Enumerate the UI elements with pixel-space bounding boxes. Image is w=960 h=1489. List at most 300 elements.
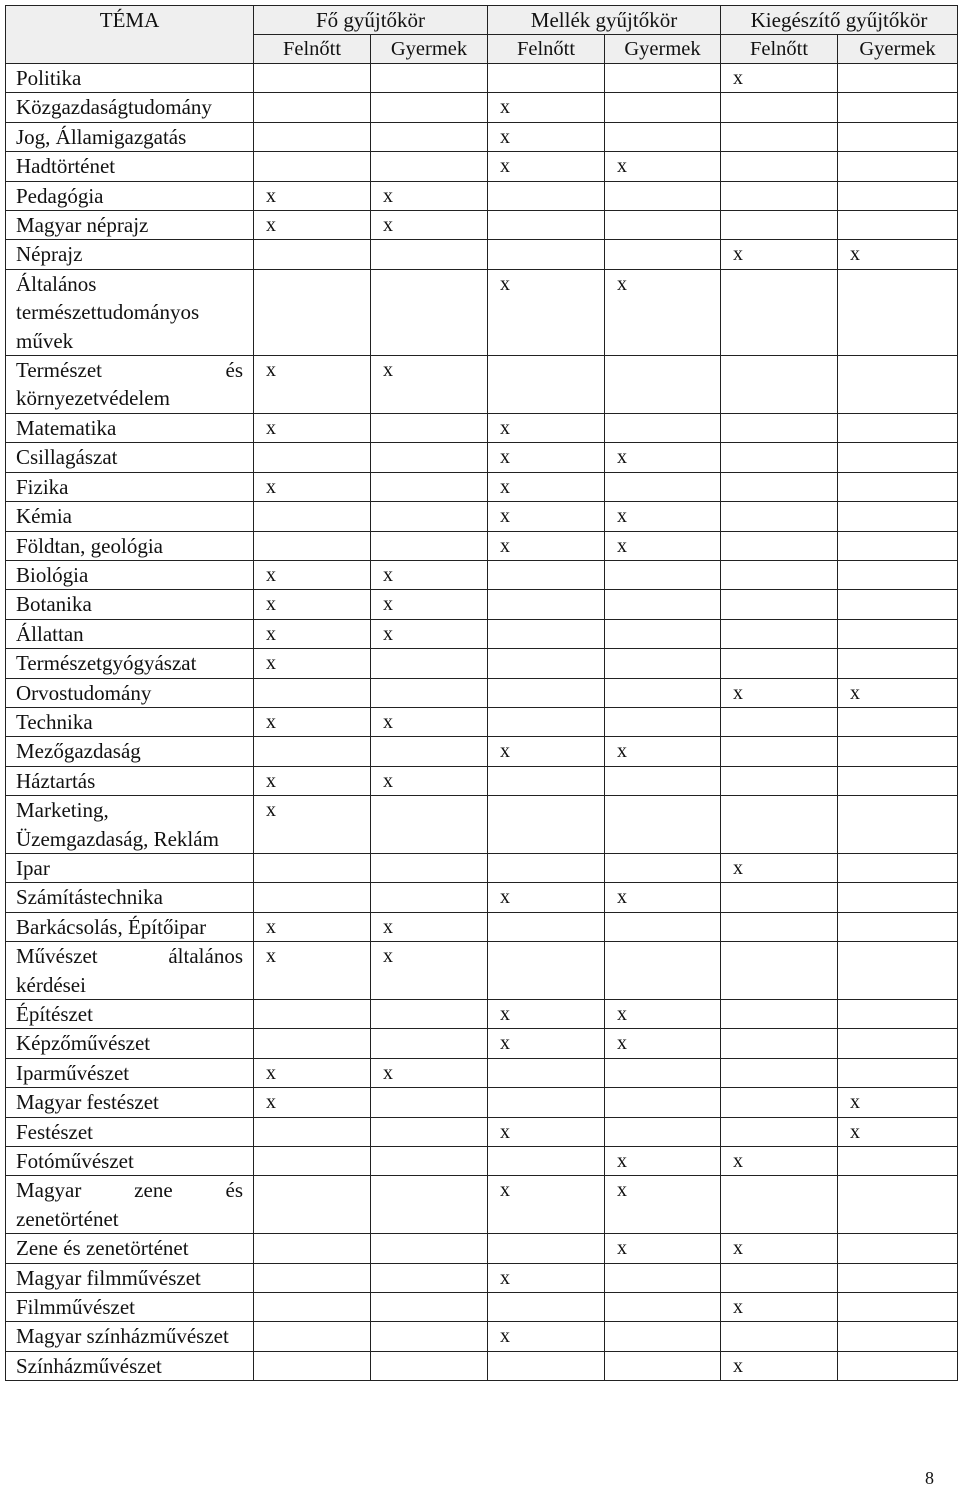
topic-cell: Filmművészet — [6, 1293, 254, 1322]
mark-cell — [605, 1293, 721, 1322]
mark-cell — [254, 152, 371, 181]
mark-cell — [488, 912, 605, 941]
header-row-groups — [6, 6, 958, 35]
mark-cell — [838, 122, 958, 151]
topic-cell: Csillagászat — [6, 443, 254, 472]
topic-cell: Ipar — [6, 853, 254, 882]
mark-cell: x — [254, 590, 371, 619]
mark-cell — [605, 1058, 721, 1087]
mark-cell — [605, 619, 721, 648]
table-row — [6, 1117, 958, 1146]
mark-cell: x — [605, 152, 721, 181]
mark-cell: x — [371, 560, 488, 589]
mark-cell — [721, 912, 838, 941]
mark-cell — [721, 1117, 838, 1146]
mark-cell — [838, 883, 958, 912]
mark-cell — [721, 443, 838, 472]
mark-cell — [371, 1322, 488, 1351]
mark-cell — [721, 1263, 838, 1292]
mark-cell — [838, 93, 958, 122]
topic-cell: Magyar színházművészet — [6, 1322, 254, 1351]
mark-cell: x — [605, 531, 721, 560]
mark-cell: x — [371, 181, 488, 210]
mark-cell — [254, 1000, 371, 1029]
mark-cell — [605, 413, 721, 442]
mark-cell — [371, 64, 488, 93]
mark-cell — [838, 1000, 958, 1029]
topic-cell: Festészet — [6, 1117, 254, 1146]
mark-cell — [838, 472, 958, 501]
mark-cell — [371, 678, 488, 707]
mark-cell: x — [605, 1176, 721, 1234]
mark-cell: x — [254, 211, 371, 240]
topic-cell: Hadtörténet — [6, 152, 254, 181]
mark-cell — [488, 678, 605, 707]
mark-cell — [605, 64, 721, 93]
mark-cell: x — [488, 531, 605, 560]
group-header-secondary: Mellék gyűjtőkör — [488, 6, 721, 35]
mark-cell — [838, 853, 958, 882]
mark-cell — [721, 1029, 838, 1058]
mark-cell — [371, 1234, 488, 1263]
mark-cell — [254, 737, 371, 766]
mark-cell — [371, 1263, 488, 1292]
mark-cell — [371, 649, 488, 678]
mark-cell: x — [488, 1176, 605, 1234]
table-row — [6, 211, 958, 240]
mark-cell: x — [254, 649, 371, 678]
mark-cell — [488, 211, 605, 240]
mark-cell: x — [371, 912, 488, 941]
mark-cell: x — [371, 942, 488, 1000]
mark-cell: x — [721, 64, 838, 93]
mark-cell — [721, 152, 838, 181]
table-row — [6, 1088, 958, 1117]
mark-cell — [254, 1293, 371, 1322]
topic-cell: Marketing, Üzemgazdaság, Reklám — [6, 796, 254, 854]
table-row — [6, 1293, 958, 1322]
mark-cell — [838, 152, 958, 181]
mark-cell: x — [371, 590, 488, 619]
mark-cell: x — [605, 443, 721, 472]
mark-cell — [605, 122, 721, 151]
mark-cell: x — [254, 560, 371, 589]
mark-cell — [254, 883, 371, 912]
mark-cell: x — [254, 181, 371, 210]
mark-cell — [721, 1088, 838, 1117]
mark-cell — [371, 1088, 488, 1117]
mark-cell — [371, 796, 488, 854]
topic-cell: Pedagógia — [6, 181, 254, 210]
mark-cell — [371, 531, 488, 560]
mark-cell: x — [605, 269, 721, 355]
mark-cell: x — [721, 1234, 838, 1263]
table-row — [6, 942, 958, 1000]
topic-cell: Matematika — [6, 413, 254, 442]
mark-cell — [838, 619, 958, 648]
mark-cell — [605, 853, 721, 882]
topic-cell: Zene és zenetörténet — [6, 1234, 254, 1263]
sub-header-child: Gyermek — [605, 35, 721, 64]
mark-cell — [838, 560, 958, 589]
mark-cell — [254, 1263, 371, 1292]
sub-header-adult: Felnőtt — [721, 35, 838, 64]
topic-cell: Mezőgazdaság — [6, 737, 254, 766]
mark-cell: x — [838, 240, 958, 269]
mark-cell: x — [371, 619, 488, 648]
mark-cell: x — [838, 1088, 958, 1117]
mark-cell — [605, 211, 721, 240]
mark-cell — [838, 269, 958, 355]
mark-cell — [488, 181, 605, 210]
topic-cell: Képzőművészet — [6, 1029, 254, 1058]
mark-cell: x — [254, 707, 371, 736]
mark-cell: x — [371, 766, 488, 795]
mark-cell — [488, 1351, 605, 1380]
topic-cell: Iparművészet — [6, 1058, 254, 1087]
table-row — [6, 590, 958, 619]
mark-cell — [371, 1176, 488, 1234]
mark-cell: x — [488, 472, 605, 501]
mark-cell — [721, 181, 838, 210]
table-row — [6, 912, 958, 941]
table-row — [6, 853, 958, 882]
topic-cell: Barkácsolás, Építőipar — [6, 912, 254, 941]
mark-cell — [721, 649, 838, 678]
mark-cell: x — [605, 1234, 721, 1263]
mark-cell — [838, 211, 958, 240]
table-row — [6, 269, 958, 355]
mark-cell — [605, 1322, 721, 1351]
mark-cell: x — [254, 356, 371, 414]
mark-cell — [838, 737, 958, 766]
mark-cell — [605, 1351, 721, 1380]
mark-cell — [605, 1263, 721, 1292]
mark-cell: x — [254, 472, 371, 501]
mark-cell: x — [254, 942, 371, 1000]
topic-cell: Biológia — [6, 560, 254, 589]
mark-cell — [605, 912, 721, 941]
mark-cell — [838, 1351, 958, 1380]
mark-cell — [721, 796, 838, 854]
mark-cell — [371, 472, 488, 501]
mark-cell: x — [254, 1058, 371, 1087]
table-row — [6, 1322, 958, 1351]
mark-cell — [371, 1293, 488, 1322]
mark-cell — [838, 796, 958, 854]
mark-cell — [605, 356, 721, 414]
table-row — [6, 356, 958, 414]
mark-cell — [488, 64, 605, 93]
page-number: 8 — [925, 1468, 934, 1488]
table-row — [6, 649, 958, 678]
mark-cell — [838, 590, 958, 619]
mark-cell — [488, 240, 605, 269]
mark-cell — [838, 649, 958, 678]
topic-cell: Technika — [6, 707, 254, 736]
mark-cell — [488, 1234, 605, 1263]
mark-cell — [838, 64, 958, 93]
mark-cell — [254, 531, 371, 560]
mark-cell: x — [721, 240, 838, 269]
topic-cell: Kémia — [6, 502, 254, 531]
mark-cell — [371, 737, 488, 766]
topic-cell: Magyar néprajz — [6, 211, 254, 240]
mark-cell — [721, 122, 838, 151]
mark-cell: x — [488, 413, 605, 442]
mark-cell: x — [254, 413, 371, 442]
mark-cell: x — [721, 1147, 838, 1176]
mark-cell: x — [488, 93, 605, 122]
mark-cell — [721, 1322, 838, 1351]
sub-header-adult: Felnőtt — [488, 35, 605, 64]
table-row — [6, 181, 958, 210]
table-row — [6, 1176, 958, 1234]
mark-cell — [488, 1058, 605, 1087]
mark-cell — [488, 1088, 605, 1117]
mark-cell — [254, 1176, 371, 1234]
topic-header: TÉMA — [6, 6, 254, 64]
mark-cell — [254, 64, 371, 93]
mark-cell — [838, 413, 958, 442]
mark-cell — [605, 796, 721, 854]
mark-cell: x — [254, 766, 371, 795]
mark-cell — [371, 269, 488, 355]
mark-cell — [838, 1147, 958, 1176]
mark-cell — [488, 649, 605, 678]
table-row — [6, 766, 958, 795]
mark-cell: x — [488, 1000, 605, 1029]
mark-cell — [254, 678, 371, 707]
mark-cell — [488, 356, 605, 414]
mark-cell: x — [488, 883, 605, 912]
collection-topics-table — [5, 5, 958, 1381]
topic-cell: Magyar festészet — [6, 1088, 254, 1117]
mark-cell — [605, 590, 721, 619]
mark-cell — [721, 707, 838, 736]
mark-cell: x — [254, 1088, 371, 1117]
mark-cell: x — [488, 269, 605, 355]
table-row — [6, 560, 958, 589]
mark-cell — [605, 240, 721, 269]
mark-cell — [488, 942, 605, 1000]
mark-cell — [254, 269, 371, 355]
topic-cell: Magyar filmművészet — [6, 1263, 254, 1292]
mark-cell — [371, 240, 488, 269]
mark-cell — [371, 122, 488, 151]
topic-cell: Fotóművészet — [6, 1147, 254, 1176]
table-row — [6, 1234, 958, 1263]
mark-cell — [605, 93, 721, 122]
mark-cell: x — [721, 1351, 838, 1380]
mark-cell: x — [488, 122, 605, 151]
mark-cell: x — [488, 1117, 605, 1146]
mark-cell — [488, 590, 605, 619]
mark-cell — [838, 356, 958, 414]
mark-cell — [838, 1029, 958, 1058]
mark-cell — [371, 502, 488, 531]
table-row — [6, 93, 958, 122]
mark-cell — [371, 1147, 488, 1176]
mark-cell — [371, 443, 488, 472]
table-row — [6, 443, 958, 472]
mark-cell — [371, 1351, 488, 1380]
mark-cell — [488, 707, 605, 736]
table-row — [6, 1351, 958, 1380]
mark-cell — [605, 1117, 721, 1146]
mark-cell: x — [488, 1029, 605, 1058]
mark-cell — [254, 1147, 371, 1176]
topic-cell: Háztartás — [6, 766, 254, 795]
mark-cell — [605, 1088, 721, 1117]
mark-cell — [488, 796, 605, 854]
sub-header-adult: Felnőtt — [254, 35, 371, 64]
topic-cell: Számítástechnika — [6, 883, 254, 912]
mark-cell — [371, 1117, 488, 1146]
mark-cell: x — [838, 1117, 958, 1146]
mark-cell — [721, 942, 838, 1000]
mark-cell: x — [605, 502, 721, 531]
mark-cell — [721, 590, 838, 619]
topic-cell: Természetgyógyászat — [6, 649, 254, 678]
table-row — [6, 737, 958, 766]
table-row — [6, 240, 958, 269]
mark-cell: x — [605, 1029, 721, 1058]
mark-cell: x — [371, 707, 488, 736]
table-row — [6, 472, 958, 501]
mark-cell: x — [605, 883, 721, 912]
mark-cell — [838, 443, 958, 472]
topic-cell: Botanika — [6, 590, 254, 619]
mark-cell: x — [488, 502, 605, 531]
table-row — [6, 1263, 958, 1292]
mark-cell: x — [254, 796, 371, 854]
mark-cell — [254, 1351, 371, 1380]
mark-cell — [721, 1000, 838, 1029]
table-row — [6, 122, 958, 151]
mark-cell: x — [605, 1147, 721, 1176]
mark-cell — [371, 853, 488, 882]
mark-cell — [721, 766, 838, 795]
mark-cell: x — [605, 1000, 721, 1029]
table-row — [6, 1000, 958, 1029]
mark-cell: x — [488, 737, 605, 766]
topic-cell: Természet és környezetvédelem — [6, 356, 254, 414]
table-row — [6, 1058, 958, 1087]
mark-cell — [371, 413, 488, 442]
mark-cell: x — [488, 152, 605, 181]
topic-cell: Építészet — [6, 1000, 254, 1029]
mark-cell — [605, 678, 721, 707]
mark-cell — [488, 853, 605, 882]
mark-cell: x — [371, 211, 488, 240]
topic-cell: Fizika — [6, 472, 254, 501]
mark-cell — [254, 122, 371, 151]
table-row — [6, 531, 958, 560]
table-header — [6, 6, 958, 64]
mark-cell — [721, 472, 838, 501]
mark-cell — [605, 181, 721, 210]
topic-cell: Közgazdaságtudomány — [6, 93, 254, 122]
mark-cell — [254, 1117, 371, 1146]
mark-cell — [605, 560, 721, 589]
mark-cell — [838, 1293, 958, 1322]
mark-cell — [605, 766, 721, 795]
mark-cell: x — [721, 853, 838, 882]
mark-cell — [838, 1176, 958, 1234]
mark-cell — [605, 942, 721, 1000]
mark-cell — [721, 619, 838, 648]
mark-cell — [721, 356, 838, 414]
mark-cell — [721, 502, 838, 531]
mark-cell — [254, 853, 371, 882]
table-row — [6, 1029, 958, 1058]
mark-cell — [721, 883, 838, 912]
mark-cell — [254, 1322, 371, 1351]
mark-cell — [721, 211, 838, 240]
topic-cell: Színházművészet — [6, 1351, 254, 1380]
table-row — [6, 678, 958, 707]
table-row — [6, 64, 958, 93]
mark-cell — [838, 766, 958, 795]
mark-cell — [838, 1263, 958, 1292]
topic-cell: Állattan — [6, 619, 254, 648]
mark-cell — [838, 1322, 958, 1351]
mark-cell — [605, 472, 721, 501]
topic-cell: Orvostudomány — [6, 678, 254, 707]
mark-cell — [838, 1058, 958, 1087]
mark-cell: x — [488, 1322, 605, 1351]
mark-cell — [488, 1293, 605, 1322]
sub-header-child: Gyermek — [371, 35, 488, 64]
mark-cell: x — [605, 737, 721, 766]
mark-cell — [371, 1029, 488, 1058]
topic-cell: Művészet általános kérdései — [6, 942, 254, 1000]
mark-cell: x — [488, 443, 605, 472]
group-header-main: Fő gyűjtőkör — [254, 6, 488, 35]
mark-cell: x — [838, 678, 958, 707]
mark-cell — [488, 560, 605, 589]
mark-cell: x — [721, 1293, 838, 1322]
mark-cell: x — [254, 912, 371, 941]
mark-cell — [721, 1058, 838, 1087]
table-row — [6, 707, 958, 736]
mark-cell — [838, 942, 958, 1000]
mark-cell — [721, 269, 838, 355]
mark-cell — [371, 1000, 488, 1029]
topic-cell: Néprajz — [6, 240, 254, 269]
table-row — [6, 152, 958, 181]
mark-cell — [721, 413, 838, 442]
topic-cell: Földtan, geológia — [6, 531, 254, 560]
mark-cell — [254, 240, 371, 269]
mark-cell — [488, 766, 605, 795]
mark-cell — [721, 560, 838, 589]
group-header-supplementary: Kiegészítő gyűjtőkör — [721, 6, 958, 35]
mark-cell: x — [488, 1263, 605, 1292]
mark-cell — [605, 707, 721, 736]
mark-cell — [721, 93, 838, 122]
mark-cell — [838, 707, 958, 736]
table-body — [6, 64, 958, 1381]
table-row — [6, 413, 958, 442]
mark-cell — [254, 502, 371, 531]
mark-cell — [721, 737, 838, 766]
sub-header-child: Gyermek — [838, 35, 958, 64]
topic-cell: Jog, Államigazgatás — [6, 122, 254, 151]
mark-cell: x — [721, 678, 838, 707]
mark-cell — [254, 1029, 371, 1058]
